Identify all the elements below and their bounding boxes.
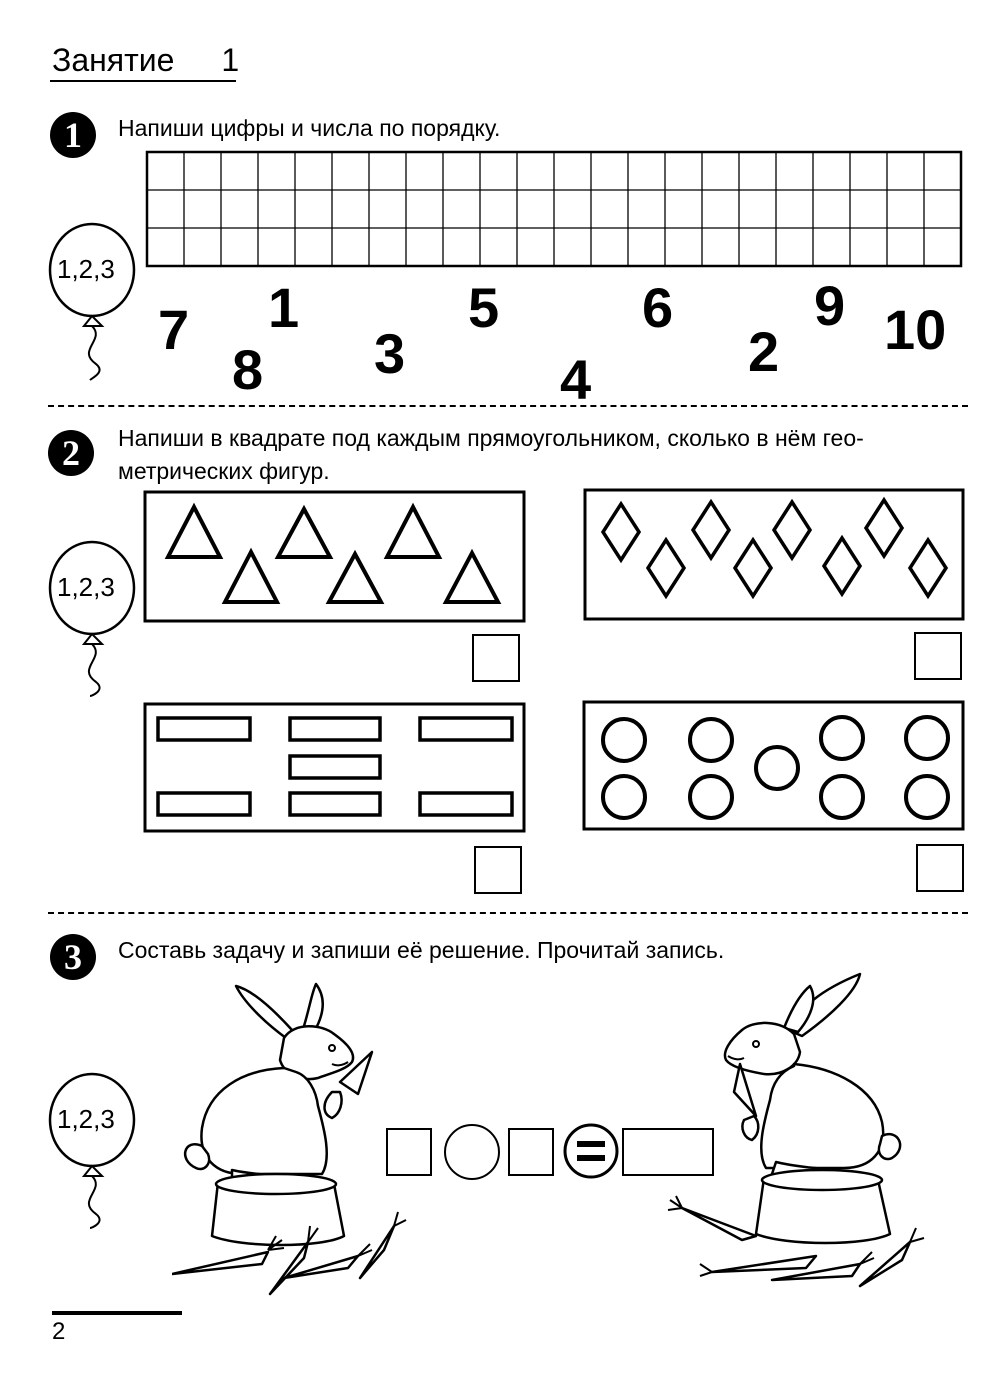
answer-box-triangles[interactable] xyxy=(472,634,520,682)
lesson-label: Занятие xyxy=(52,42,175,78)
digit-8: 8 xyxy=(232,338,264,401)
digit-10: 10 xyxy=(884,298,947,361)
task-2-instruction-line1: Напиши в квадрате под каждым прямоугольником, сколько в нём гео- xyxy=(118,425,864,451)
triangles-frame xyxy=(143,490,527,624)
digit-6: 6 xyxy=(642,276,674,339)
digit-2: 2 xyxy=(748,320,780,383)
balloon-label: 1,2,3 xyxy=(57,254,115,284)
answer-box-circles[interactable] xyxy=(916,844,964,892)
equation-box-second-number[interactable] xyxy=(508,1128,554,1176)
diamonds-frame xyxy=(583,488,966,622)
balloon-icon xyxy=(46,1070,142,1230)
rectangles-frame xyxy=(143,702,527,834)
balloon-label: 1,2,3 xyxy=(57,572,115,602)
page-number: 2 xyxy=(52,1318,66,1345)
digit-5: 5 xyxy=(468,276,500,339)
circles-frame xyxy=(582,700,966,832)
digit-9: 9 xyxy=(814,274,846,337)
task-2-badge: 2 xyxy=(48,430,94,476)
digit-7: 7 xyxy=(158,298,190,361)
digit-1: 1 xyxy=(268,276,300,339)
balloon-label: 1,2,3 xyxy=(57,1104,115,1134)
balloon-icon xyxy=(46,538,142,698)
equation-circle-operator[interactable] xyxy=(444,1124,500,1180)
task-3-instruction: Составь задачу и запиши её решение. Прочитай запись. xyxy=(118,937,725,963)
task-1-instruction: Напиши цифры и числа по порядку. xyxy=(118,115,501,141)
balloon-icon xyxy=(46,222,142,382)
equation-box-first-number[interactable] xyxy=(386,1128,432,1176)
page-title xyxy=(52,42,239,79)
writing-grid[interactable] xyxy=(144,150,964,270)
answer-box-rectangles[interactable] xyxy=(474,846,522,894)
section-divider xyxy=(48,912,968,914)
section-divider xyxy=(48,405,968,407)
answer-box-diamonds[interactable] xyxy=(914,632,962,680)
task-2-instruction-line2: метрических фигур. xyxy=(118,458,330,484)
digit-4: 4 xyxy=(560,348,592,411)
rabbit-icon xyxy=(172,978,412,1308)
footer-line xyxy=(52,1311,182,1315)
title-underline xyxy=(50,80,236,82)
digit-3: 3 xyxy=(374,322,406,385)
lesson-number: 1 xyxy=(221,42,240,78)
task-1-badge: 1 xyxy=(50,112,96,158)
equation-box-result[interactable] xyxy=(622,1128,714,1176)
equals-sign-icon xyxy=(562,1122,620,1180)
task-3-badge: 3 xyxy=(50,934,96,980)
